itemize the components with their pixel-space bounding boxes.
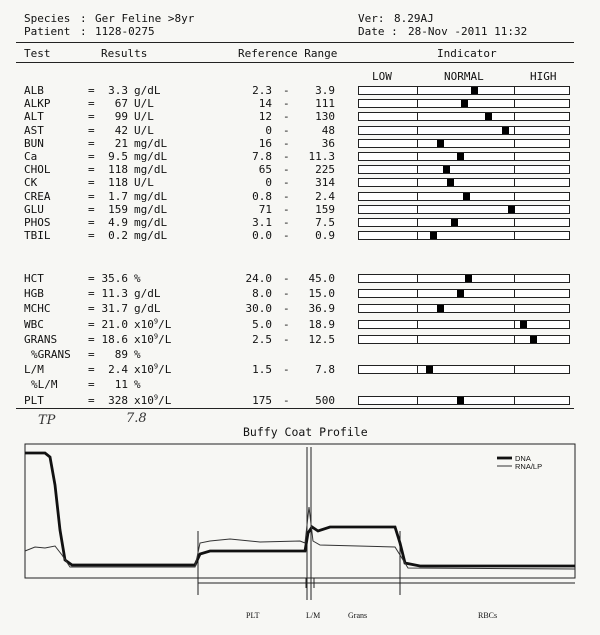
indicator-divider xyxy=(417,193,418,200)
ref-low: 71 xyxy=(258,202,272,216)
indicator-divider xyxy=(514,275,515,282)
header-rule-top xyxy=(16,42,574,43)
indicator-divider xyxy=(417,127,418,134)
indicator-marker xyxy=(426,366,433,373)
indicator-bar xyxy=(358,320,570,329)
equals-sign: = xyxy=(88,150,95,163)
result-value: 159 xyxy=(108,202,128,216)
patient-label: Patient xyxy=(24,25,71,38)
ref-high: 500 xyxy=(315,393,335,407)
indicator-marker xyxy=(520,321,527,328)
indicator-divider xyxy=(514,193,515,200)
ver-value: 8.29AJ xyxy=(394,12,434,25)
patient-value: 1128-0275 xyxy=(95,25,155,38)
ref-dash: - xyxy=(283,393,290,407)
equals-sign: = xyxy=(88,84,95,97)
indicator-bar xyxy=(358,289,570,298)
unit-text: mg/dL xyxy=(134,150,168,163)
test-name: BUN xyxy=(24,136,44,150)
result-unit xyxy=(134,97,154,110)
buffy-title: Buffy Coat Profile xyxy=(243,425,368,439)
ref-low: 5.0 xyxy=(252,317,272,331)
indicator-divider xyxy=(514,305,515,312)
ref-dash: - xyxy=(283,189,290,203)
ref-low: 0 xyxy=(265,123,272,137)
result-value: 3.3 xyxy=(108,84,128,97)
ref-dash: - xyxy=(283,317,290,331)
test-name: L/M xyxy=(24,363,44,377)
test-name: ALKP xyxy=(24,97,51,111)
result-unit xyxy=(134,394,171,407)
ref-dash: - xyxy=(283,287,290,301)
indicator-bar xyxy=(358,304,570,313)
result-value: 67 xyxy=(114,97,128,111)
col-reference-range: Reference Range xyxy=(238,47,338,60)
equals-sign: = xyxy=(88,287,95,301)
ref-high: 225 xyxy=(315,163,335,177)
unit-text: mg/dL xyxy=(134,216,168,229)
result-value: 11 xyxy=(114,378,128,392)
result-value: 328 xyxy=(108,393,128,407)
legend-rna-label: RNA/LP xyxy=(515,462,543,471)
indicator-marker xyxy=(461,100,468,107)
result-value: 2.4 xyxy=(108,363,128,377)
ref-high: 7.5 xyxy=(315,216,335,229)
indicator-bar xyxy=(358,165,570,174)
indicator-bar xyxy=(358,274,570,283)
test-name: %L/M xyxy=(31,378,58,392)
unit-text: U/L xyxy=(134,97,154,111)
test-name: PHOS xyxy=(24,216,51,229)
ref-high: 314 xyxy=(315,176,335,190)
unit-exponent: 9 xyxy=(153,392,159,401)
handwritten-value: 7.8 xyxy=(126,411,147,426)
test-name: GLU xyxy=(24,202,44,216)
result-value: 0.2 xyxy=(108,229,128,243)
patient-colon: : xyxy=(80,25,87,38)
ref-high: 159 xyxy=(315,202,335,216)
indicator-marker xyxy=(485,113,492,120)
indicator-divider xyxy=(514,179,515,186)
ref-dash: - xyxy=(283,332,290,346)
indicator-marker xyxy=(437,140,444,147)
test-name: CHOL xyxy=(24,163,51,177)
indicator-marker xyxy=(430,232,437,239)
test-name: %GRANS xyxy=(31,348,71,361)
result-value: 21.0 xyxy=(101,317,128,331)
species-value: Ger Feline >8yr xyxy=(95,12,195,25)
indicator-divider xyxy=(417,113,418,120)
test-name: GRANS xyxy=(24,332,58,346)
indicator-divider xyxy=(417,290,418,297)
unit-text: U/L xyxy=(134,110,154,124)
indicator-divider xyxy=(514,397,515,404)
result-unit xyxy=(134,348,141,361)
result-unit xyxy=(134,378,141,391)
indicator-marker xyxy=(437,305,444,312)
results-rule-bottom xyxy=(16,408,574,409)
result-value: 35.6 xyxy=(101,272,128,285)
ref-high: 15.0 xyxy=(308,287,335,301)
unit-text: mg/dL xyxy=(134,163,168,177)
indicator-divider xyxy=(514,366,515,373)
buffy-coat-chart xyxy=(0,435,600,635)
result-unit xyxy=(134,272,141,285)
indicator-divider xyxy=(417,166,418,173)
ref-high: 48 xyxy=(321,123,335,137)
indicator-bar xyxy=(358,231,570,240)
indicator-divider xyxy=(417,321,418,328)
indicator-bar xyxy=(358,178,570,187)
indicator-normal-label: NORMAL xyxy=(444,70,484,83)
ref-low: 24.0 xyxy=(245,272,272,285)
unit-exponent: 9 xyxy=(153,316,159,325)
ref-dash: - xyxy=(283,229,290,243)
indicator-bar xyxy=(358,86,570,95)
indicator-divider xyxy=(417,140,418,147)
equals-sign: = xyxy=(88,302,95,316)
ref-high: 36.9 xyxy=(308,302,335,316)
ref-dash: - xyxy=(283,97,290,111)
ref-low: 16 xyxy=(258,136,272,150)
test-name: ALT xyxy=(24,110,44,124)
indicator-divider xyxy=(514,113,515,120)
result-unit xyxy=(134,333,171,346)
test-name: ALB xyxy=(24,84,44,97)
unit-exponent: 9 xyxy=(153,332,159,341)
result-value: 9.5 xyxy=(108,150,128,163)
test-name: Ca xyxy=(24,150,38,163)
ref-low: 1.5 xyxy=(252,363,272,377)
indicator-marker xyxy=(508,206,515,213)
unit-text: mg/dL xyxy=(134,202,168,216)
result-unit xyxy=(134,110,154,123)
unit-text: U/L xyxy=(134,123,154,137)
unit-text: g/dL xyxy=(134,287,161,301)
indicator-divider xyxy=(417,336,418,343)
col-indicator: Indicator xyxy=(437,47,497,60)
indicator-divider xyxy=(514,153,515,160)
indicator-bar xyxy=(358,112,570,121)
ref-low: 7.8 xyxy=(252,150,272,163)
result-unit xyxy=(134,363,171,376)
test-name: HGB xyxy=(24,287,44,301)
unit-text: % xyxy=(134,348,141,361)
ref-low: 0.8 xyxy=(252,189,272,203)
indicator-bar xyxy=(358,152,570,161)
result-unit xyxy=(134,137,167,150)
result-value: 4.9 xyxy=(108,216,128,229)
equals-sign: = xyxy=(88,378,95,392)
indicator-marker xyxy=(502,127,509,134)
indicator-divider xyxy=(417,232,418,239)
indicator-divider xyxy=(514,321,515,328)
result-unit xyxy=(134,176,154,189)
indicator-bar xyxy=(358,205,570,214)
col-test: Test xyxy=(24,47,51,60)
ref-high: 12.5 xyxy=(308,332,335,346)
equals-sign: = xyxy=(88,393,95,407)
unit-tail: /L xyxy=(158,332,172,346)
indicator-marker xyxy=(443,166,450,173)
result-value: 89 xyxy=(114,348,128,361)
indicator-divider xyxy=(514,290,515,297)
ref-high: 18.9 xyxy=(308,317,335,331)
ref-dash: - xyxy=(283,163,290,177)
result-unit xyxy=(134,302,161,315)
test-name: PLT xyxy=(24,393,44,407)
ref-high: 2.4 xyxy=(315,189,335,203)
unit-text: g/dL xyxy=(134,84,161,97)
ref-dash: - xyxy=(283,110,290,124)
indicator-divider xyxy=(514,127,515,134)
ref-dash: - xyxy=(283,202,290,216)
indicator-divider xyxy=(514,219,515,226)
test-name: AST xyxy=(24,123,44,137)
indicator-high-label: HIGH xyxy=(530,70,557,83)
indicator-bar xyxy=(358,335,570,344)
indicator-divider xyxy=(417,305,418,312)
ref-dash: - xyxy=(283,272,290,285)
date-value: 28-Nov -2011 11:32 xyxy=(408,25,528,38)
chart-frame xyxy=(25,444,575,600)
unit-text: x10 xyxy=(134,317,154,331)
equals-sign: = xyxy=(88,272,95,285)
unit-text: x10 xyxy=(134,393,154,407)
test-name: WBC xyxy=(24,317,44,331)
unit-text: U/L xyxy=(134,176,154,190)
legend-dna-label: DNA xyxy=(515,454,531,463)
xlabel-lm: L/M xyxy=(306,611,321,620)
result-unit xyxy=(134,163,167,176)
indicator-divider xyxy=(417,275,418,282)
result-value: 99 xyxy=(114,110,128,124)
ref-low: 2.5 xyxy=(252,332,272,346)
result-value: 18.6 xyxy=(101,332,128,346)
ref-dash: - xyxy=(283,302,290,316)
header-rule-bottom xyxy=(16,62,574,63)
unit-text: g/dL xyxy=(134,302,161,316)
indicator-marker xyxy=(530,336,537,343)
ref-dash: - xyxy=(283,176,290,190)
result-value: 11.3 xyxy=(101,287,128,301)
indicator-divider xyxy=(417,87,418,94)
date-label: Date : xyxy=(358,25,398,38)
equals-sign: = xyxy=(88,136,95,150)
result-unit xyxy=(134,84,161,97)
indicator-divider xyxy=(514,100,515,107)
equals-sign: = xyxy=(88,202,95,216)
indicator-bar xyxy=(358,192,570,201)
ref-dash: - xyxy=(283,123,290,137)
ref-low: 14 xyxy=(258,97,272,111)
unit-tail: /L xyxy=(158,393,172,407)
ref-dash: - xyxy=(283,150,290,163)
unit-text: % xyxy=(134,378,141,392)
equals-sign: = xyxy=(88,176,95,190)
indicator-marker xyxy=(465,275,472,282)
species-colon: : xyxy=(80,12,87,25)
result-value: 31.7 xyxy=(101,302,128,316)
unit-text: % xyxy=(134,272,141,285)
result-unit xyxy=(134,318,171,331)
indicator-low-label: LOW xyxy=(372,70,392,83)
unit-text: x10 xyxy=(134,332,154,346)
ref-high: 36 xyxy=(321,136,335,150)
indicator-divider xyxy=(417,179,418,186)
indicator-divider xyxy=(417,397,418,404)
unit-text: x10 xyxy=(134,363,154,377)
unit-exponent: 9 xyxy=(153,362,159,371)
result-value: 1.7 xyxy=(108,189,128,203)
unit-text: mg/dL xyxy=(134,229,168,243)
indicator-bar xyxy=(358,218,570,227)
indicator-marker xyxy=(457,290,464,297)
indicator-divider xyxy=(514,87,515,94)
ref-low: 12 xyxy=(258,110,272,124)
unit-text: mg/dL xyxy=(134,136,168,150)
test-name: CREA xyxy=(24,189,51,203)
result-value: 42 xyxy=(114,123,128,137)
indicator-divider xyxy=(417,206,418,213)
ref-low: 3.1 xyxy=(252,216,272,229)
equals-sign: = xyxy=(88,348,95,361)
test-name: CK xyxy=(24,176,38,190)
indicator-marker xyxy=(447,179,454,186)
indicator-divider xyxy=(417,366,418,373)
indicator-divider xyxy=(417,153,418,160)
indicator-bar xyxy=(358,139,570,148)
test-name: MCHC xyxy=(24,302,51,316)
equals-sign: = xyxy=(88,189,95,203)
indicator-marker xyxy=(457,397,464,404)
result-unit xyxy=(134,190,167,203)
handwritten-tp: TP xyxy=(38,413,56,428)
result-unit xyxy=(134,216,167,229)
indicator-divider xyxy=(514,166,515,173)
result-unit xyxy=(134,150,167,163)
ref-low: 0.0 xyxy=(252,229,272,243)
unit-tail: /L xyxy=(158,317,172,331)
equals-sign: = xyxy=(88,216,95,229)
result-value: 118 xyxy=(108,176,128,190)
ref-high: 11.3 xyxy=(308,150,335,163)
indicator-divider xyxy=(514,232,515,239)
result-unit xyxy=(134,229,167,242)
ref-high: 45.0 xyxy=(308,272,335,285)
unit-text: mg/dL xyxy=(134,189,168,203)
result-unit xyxy=(134,203,167,216)
indicator-marker xyxy=(457,153,464,160)
ref-low: 175 xyxy=(252,393,272,407)
equals-sign: = xyxy=(88,363,95,377)
ref-low: 8.0 xyxy=(252,287,272,301)
result-value: 21 xyxy=(114,136,128,150)
indicator-marker xyxy=(463,193,470,200)
indicator-bar xyxy=(358,99,570,108)
species-label: Species xyxy=(24,12,71,25)
indicator-bar xyxy=(358,365,570,374)
indicator-marker xyxy=(451,219,458,226)
test-name: TBIL xyxy=(24,229,51,243)
ref-dash: - xyxy=(283,136,290,150)
indicator-bar xyxy=(358,396,570,405)
unit-tail: /L xyxy=(158,363,172,377)
indicator-bar xyxy=(358,126,570,135)
result-unit xyxy=(134,124,154,137)
equals-sign: = xyxy=(88,97,95,111)
ref-high: 111 xyxy=(315,97,335,111)
test-name: HCT xyxy=(24,272,44,285)
result-unit xyxy=(134,287,161,300)
ref-low: 2.3 xyxy=(252,84,272,97)
ref-dash: - xyxy=(283,84,290,97)
xlabel-plt: PLT xyxy=(246,611,260,620)
xlabel-grans: Grans xyxy=(348,611,368,620)
ref-high: 7.8 xyxy=(315,363,335,377)
ref-high: 0.9 xyxy=(315,229,335,243)
xlabel-rbcs: RBCs xyxy=(478,611,498,620)
ref-low: 0 xyxy=(265,176,272,190)
ref-low: 30.0 xyxy=(245,302,272,316)
result-value: 118 xyxy=(108,163,128,177)
ref-low: 65 xyxy=(258,163,272,177)
indicator-divider xyxy=(514,336,515,343)
dna-curve xyxy=(25,453,575,566)
indicator-divider xyxy=(514,140,515,147)
ref-dash: - xyxy=(283,363,290,377)
equals-sign: = xyxy=(88,229,95,243)
ref-high: 130 xyxy=(315,110,335,124)
equals-sign: = xyxy=(88,317,95,331)
rna-lp-curve xyxy=(25,507,575,569)
equals-sign: = xyxy=(88,110,95,124)
equals-sign: = xyxy=(88,332,95,346)
ref-dash: - xyxy=(283,216,290,229)
ver-label: Ver: xyxy=(358,12,385,25)
equals-sign: = xyxy=(88,163,95,177)
indicator-divider xyxy=(417,219,418,226)
indicator-marker xyxy=(471,87,478,94)
col-results: Results xyxy=(101,47,148,60)
indicator-divider xyxy=(417,100,418,107)
ref-high: 3.9 xyxy=(315,84,335,97)
equals-sign: = xyxy=(88,123,95,137)
